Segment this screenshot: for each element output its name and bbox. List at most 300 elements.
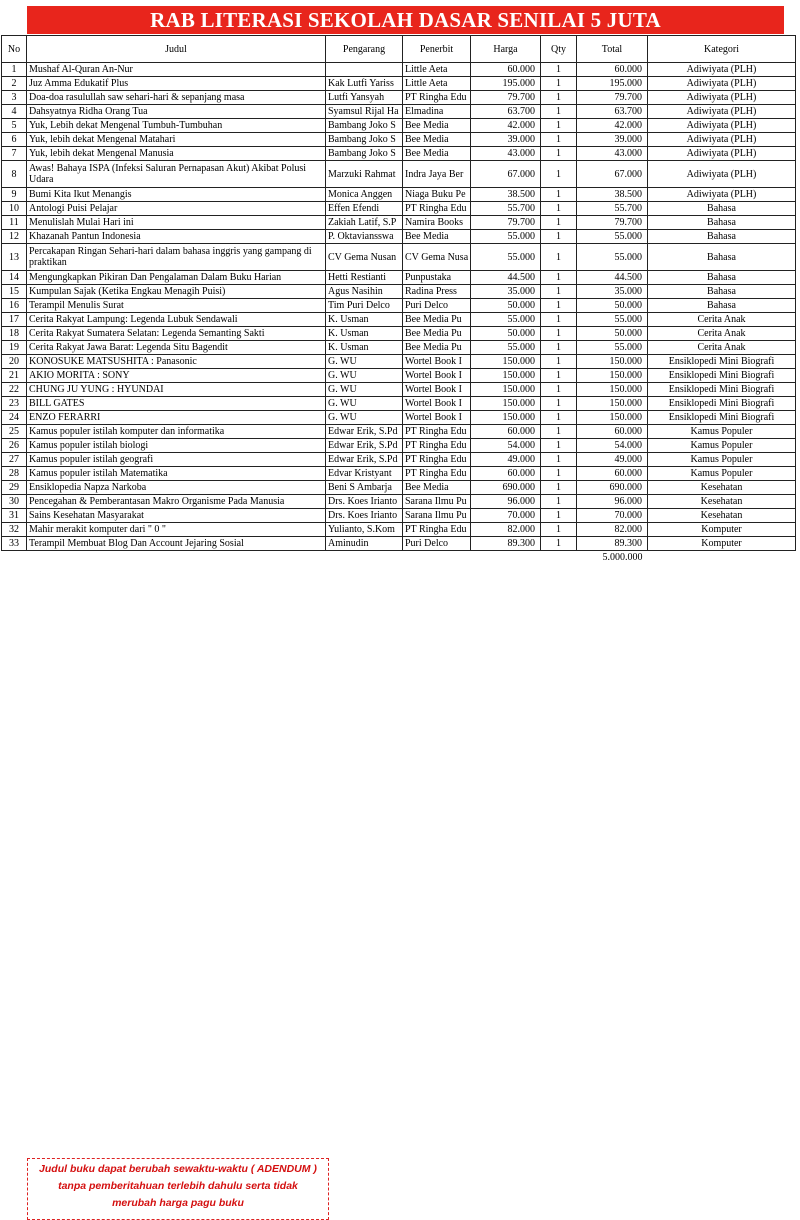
row-pengarang: Effen Efendi	[326, 202, 403, 216]
row-kategori: Kamus Populer	[648, 467, 796, 481]
row-pengarang: Edwar Erik, S.Pd	[326, 425, 403, 439]
row-qty: 1	[541, 327, 577, 341]
row-qty: 1	[541, 216, 577, 230]
col-qty: Qty	[541, 36, 577, 63]
row-pengarang: Aminudin	[326, 537, 403, 551]
row-qty: 1	[541, 230, 577, 244]
table-row	[2, 467, 796, 481]
row-pengarang: Hetti Restianti	[326, 271, 403, 285]
row-no: 18	[2, 327, 27, 341]
row-penerbit: Sarana Ilmu Pu	[403, 509, 471, 523]
row-no: 30	[2, 495, 27, 509]
row-kategori: Adiwiyata (PLH)	[648, 133, 796, 147]
row-penerbit: Bee Media	[403, 119, 471, 133]
row-judul: Yuk, lebih dekat Mengenal Manusia	[27, 147, 326, 161]
row-no: 8	[2, 161, 27, 188]
row-judul: Kamus populer istilah geografi	[27, 453, 326, 467]
col-pengarang: Pengarang	[326, 36, 403, 63]
row-judul: Ensiklopedia Napza Narkoba	[27, 481, 326, 495]
row-qty: 1	[541, 411, 577, 425]
row-judul: Terampil Menulis Surat	[27, 299, 326, 313]
row-no: 28	[2, 467, 27, 481]
row-total: 38.500	[577, 188, 648, 202]
row-penerbit: Wortel Book I	[403, 411, 471, 425]
row-harga: 79.700	[471, 216, 541, 230]
row-penerbit: PT Ringha Edu	[403, 425, 471, 439]
row-qty: 1	[541, 467, 577, 481]
table-row	[2, 425, 796, 439]
row-qty: 1	[541, 161, 577, 188]
row-judul: Pencegahan & Pemberantasan Makro Organisme Pada Manusia	[27, 495, 326, 509]
table-row	[2, 313, 796, 327]
row-harga: 55.000	[471, 244, 541, 271]
row-harga: 82.000	[471, 523, 541, 537]
grand-total-row	[2, 551, 796, 565]
table-row	[2, 481, 796, 495]
row-no: 3	[2, 91, 27, 105]
row-no: 15	[2, 285, 27, 299]
row-total: 150.000	[577, 383, 648, 397]
row-harga: 67.000	[471, 161, 541, 188]
table-row	[2, 439, 796, 453]
row-penerbit: Little Aeta	[403, 77, 471, 91]
row-total: 55.000	[577, 341, 648, 355]
row-kategori: Bahasa	[648, 216, 796, 230]
row-judul: KONOSUKE MATSUSHITA : Panasonic	[27, 355, 326, 369]
row-pengarang: Edwar Erik, S.Pd	[326, 453, 403, 467]
row-qty: 1	[541, 202, 577, 216]
row-total: 50.000	[577, 299, 648, 313]
row-judul: Menulislah Mulai Hari ini	[27, 216, 326, 230]
row-penerbit: Little Aeta	[403, 63, 471, 77]
row-harga: 44.500	[471, 271, 541, 285]
row-kategori: Ensiklopedi Mini Biografi	[648, 383, 796, 397]
row-judul: Cerita Rakyat Sumatera Selatan: Legenda Semanting Sakti	[27, 327, 326, 341]
row-penerbit: Namira Books	[403, 216, 471, 230]
row-penerbit: Wortel Book I	[403, 355, 471, 369]
row-no: 9	[2, 188, 27, 202]
table-row	[2, 509, 796, 523]
row-kategori: Bahasa	[648, 202, 796, 216]
row-total: 55.000	[577, 230, 648, 244]
row-total: 690.000	[577, 481, 648, 495]
row-judul: CHUNG JU YUNG : HYUNDAI	[27, 383, 326, 397]
row-judul: Kamus populer istilah biologi	[27, 439, 326, 453]
table-row	[2, 63, 796, 77]
row-total: 55.000	[577, 313, 648, 327]
row-harga: 60.000	[471, 425, 541, 439]
row-total: 42.000	[577, 119, 648, 133]
row-penerbit: Bee Media Pu	[403, 341, 471, 355]
row-qty: 1	[541, 537, 577, 551]
row-penerbit: Indra Jaya Ber	[403, 161, 471, 188]
row-judul: Antologi Puisi Pelajar	[27, 202, 326, 216]
row-total: 60.000	[577, 63, 648, 77]
row-judul: Sains Kesehatan Masyarakat	[27, 509, 326, 523]
row-judul: Awas! Bahaya ISPA (Infeksi Saluran Pernapasan Akut) Akibat Polusi Udara	[27, 161, 326, 188]
row-total: 79.700	[577, 91, 648, 105]
table-row	[2, 188, 796, 202]
row-total: 150.000	[577, 355, 648, 369]
row-penerbit: PT Ringha Edu	[403, 523, 471, 537]
row-qty: 1	[541, 63, 577, 77]
col-no: No	[2, 36, 27, 63]
row-penerbit: Wortel Book I	[403, 383, 471, 397]
row-total: 79.700	[577, 216, 648, 230]
row-total: 44.500	[577, 271, 648, 285]
row-kategori: Kesehatan	[648, 495, 796, 509]
row-qty: 1	[541, 91, 577, 105]
row-no: 31	[2, 509, 27, 523]
row-total: 60.000	[577, 467, 648, 481]
row-pengarang: Beni S Ambarja	[326, 481, 403, 495]
row-pengarang: G. WU	[326, 397, 403, 411]
row-harga: 50.000	[471, 299, 541, 313]
row-kategori: Adiwiyata (PLH)	[648, 161, 796, 188]
row-kategori: Kesehatan	[648, 509, 796, 523]
row-pengarang: Bambang Joko S	[326, 133, 403, 147]
row-penerbit: PT Ringha Edu	[403, 91, 471, 105]
table-row	[2, 299, 796, 313]
row-harga: 55.000	[471, 313, 541, 327]
note-line-3: merubah harga pagu buku	[112, 1197, 244, 1209]
row-qty: 1	[541, 77, 577, 91]
row-qty: 1	[541, 105, 577, 119]
row-kategori: Adiwiyata (PLH)	[648, 119, 796, 133]
row-harga: 55.000	[471, 341, 541, 355]
row-total: 150.000	[577, 369, 648, 383]
row-penerbit: Puri Delco	[403, 537, 471, 551]
row-pengarang: Yulianto, S.Kom	[326, 523, 403, 537]
row-penerbit: Bee Media	[403, 147, 471, 161]
row-penerbit: Bee Media	[403, 481, 471, 495]
row-judul: Terampil Membuat Blog Dan Account Jejaring Sosial	[27, 537, 326, 551]
row-pengarang: Drs. Koes Irianto	[326, 495, 403, 509]
row-harga: 96.000	[471, 495, 541, 509]
row-judul: Doa-doa rasulullah saw sehari-hari & sepanjang masa	[27, 91, 326, 105]
row-harga: 54.000	[471, 439, 541, 453]
col-kategori: Kategori	[648, 36, 796, 63]
row-no: 2	[2, 77, 27, 91]
table-row	[2, 523, 796, 537]
row-harga: 150.000	[471, 397, 541, 411]
row-penerbit: PT Ringha Edu	[403, 202, 471, 216]
row-harga: 39.000	[471, 133, 541, 147]
table-row	[2, 383, 796, 397]
row-no: 17	[2, 313, 27, 327]
row-penerbit: Sarana Ilmu Pu	[403, 495, 471, 509]
row-pengarang: Marzuki Rahmat	[326, 161, 403, 188]
row-qty: 1	[541, 509, 577, 523]
row-pengarang: Agus Nasihin	[326, 285, 403, 299]
row-kategori: Bahasa	[648, 285, 796, 299]
row-judul: BILL GATES	[27, 397, 326, 411]
row-kategori: Cerita Anak	[648, 313, 796, 327]
row-kategori: Adiwiyata (PLH)	[648, 91, 796, 105]
row-pengarang: Drs. Koes Irianto	[326, 509, 403, 523]
row-pengarang: Bambang Joko S	[326, 119, 403, 133]
row-harga: 49.000	[471, 453, 541, 467]
row-total: 89.300	[577, 537, 648, 551]
table-row	[2, 411, 796, 425]
row-kategori: Bahasa	[648, 230, 796, 244]
row-harga: 690.000	[471, 481, 541, 495]
table-row	[2, 453, 796, 467]
row-no: 12	[2, 230, 27, 244]
row-kategori: Ensiklopedi Mini Biografi	[648, 355, 796, 369]
table-row	[2, 91, 796, 105]
row-kategori: Adiwiyata (PLH)	[648, 105, 796, 119]
row-total: 82.000	[577, 523, 648, 537]
col-total: Total	[577, 36, 648, 63]
row-qty: 1	[541, 285, 577, 299]
row-harga: 70.000	[471, 509, 541, 523]
table-row	[2, 161, 796, 188]
row-kategori: Komputer	[648, 523, 796, 537]
row-judul: Mushaf Al-Quran An-Nur	[27, 63, 326, 77]
row-judul: Percakapan Ringan Sehari-hari dalam bahasa inggris yang gampang di praktikan	[27, 244, 326, 271]
row-no: 26	[2, 439, 27, 453]
row-pengarang: CV Gema Nusan	[326, 244, 403, 271]
row-qty: 1	[541, 299, 577, 313]
row-judul: Cerita Rakyat Jawa Barat: Legenda Situ Bagendit	[27, 341, 326, 355]
row-harga: 150.000	[471, 383, 541, 397]
row-qty: 1	[541, 453, 577, 467]
row-penerbit: Bee Media	[403, 230, 471, 244]
table-header	[2, 36, 796, 63]
row-qty: 1	[541, 439, 577, 453]
row-judul: Yuk, lebih dekat Mengenal Matahari	[27, 133, 326, 147]
row-harga: 60.000	[471, 63, 541, 77]
row-pengarang: Tim Puri Delco	[326, 299, 403, 313]
table-row	[2, 397, 796, 411]
row-judul: Mengungkapkan Pikiran Dan Pengalaman Dalam Buku Harian	[27, 271, 326, 285]
row-no: 29	[2, 481, 27, 495]
row-penerbit: Wortel Book I	[403, 397, 471, 411]
row-judul: Dahsyatnya Ridha Orang Tua	[27, 105, 326, 119]
row-qty: 1	[541, 383, 577, 397]
row-qty: 1	[541, 495, 577, 509]
table-row	[2, 147, 796, 161]
row-penerbit: PT Ringha Edu	[403, 467, 471, 481]
row-pengarang: Monica Anggen	[326, 188, 403, 202]
row-no: 1	[2, 63, 27, 77]
table-row	[2, 230, 796, 244]
row-total: 150.000	[577, 397, 648, 411]
row-penerbit: Bee Media	[403, 133, 471, 147]
row-pengarang: G. WU	[326, 369, 403, 383]
row-pengarang: K. Usman	[326, 313, 403, 327]
note-line-2: tanpa pemberitahuan terlebih dahulu serta tidak	[58, 1180, 298, 1192]
row-total: 43.000	[577, 147, 648, 161]
row-harga: 50.000	[471, 327, 541, 341]
row-harga: 79.700	[471, 91, 541, 105]
row-qty: 1	[541, 244, 577, 271]
row-kategori: Bahasa	[648, 244, 796, 271]
row-no: 32	[2, 523, 27, 537]
row-qty: 1	[541, 119, 577, 133]
row-penerbit: PT Ringha Edu	[403, 453, 471, 467]
row-kategori: Adiwiyata (PLH)	[648, 188, 796, 202]
row-judul: AKIO MORITA : SONY	[27, 369, 326, 383]
row-no: 33	[2, 537, 27, 551]
row-kategori: Kesehatan	[648, 481, 796, 495]
row-penerbit: Elmadina	[403, 105, 471, 119]
table-row	[2, 341, 796, 355]
row-total: 63.700	[577, 105, 648, 119]
row-no: 20	[2, 355, 27, 369]
row-penerbit: Bee Media Pu	[403, 327, 471, 341]
row-penerbit: CV Gema Nusa	[403, 244, 471, 271]
row-penerbit: Punpustaka	[403, 271, 471, 285]
row-total: 67.000	[577, 161, 648, 188]
col-penerbit: Penerbit	[403, 36, 471, 63]
row-qty: 1	[541, 147, 577, 161]
row-no: 7	[2, 147, 27, 161]
row-pengarang: K. Usman	[326, 341, 403, 355]
table-row	[2, 285, 796, 299]
row-pengarang	[326, 63, 403, 77]
row-penerbit: PT Ringha Edu	[403, 439, 471, 453]
table-row	[2, 105, 796, 119]
row-penerbit: Bee Media Pu	[403, 313, 471, 327]
row-judul: Mahir merakit komputer dari " 0 "	[27, 523, 326, 537]
row-kategori: Adiwiyata (PLH)	[648, 147, 796, 161]
row-pengarang: P. Oktaviansswa	[326, 230, 403, 244]
row-harga: 43.000	[471, 147, 541, 161]
row-total: 49.000	[577, 453, 648, 467]
row-judul: Kamus populer istilah komputer dan informatika	[27, 425, 326, 439]
row-total: 195.000	[577, 77, 648, 91]
row-kategori: Kamus Populer	[648, 425, 796, 439]
row-penerbit: Wortel Book I	[403, 369, 471, 383]
row-judul: Khazanah Pantun Indonesia	[27, 230, 326, 244]
row-qty: 1	[541, 397, 577, 411]
row-kategori: Ensiklopedi Mini Biografi	[648, 369, 796, 383]
row-pengarang: G. WU	[326, 411, 403, 425]
row-harga: 63.700	[471, 105, 541, 119]
table-row	[2, 133, 796, 147]
row-judul: Kamus populer istilah Matematika	[27, 467, 326, 481]
row-kategori: Cerita Anak	[648, 327, 796, 341]
table-row	[2, 77, 796, 91]
row-harga: 150.000	[471, 355, 541, 369]
row-no: 22	[2, 383, 27, 397]
row-harga: 35.000	[471, 285, 541, 299]
table-row	[2, 271, 796, 285]
row-qty: 1	[541, 341, 577, 355]
row-qty: 1	[541, 369, 577, 383]
row-qty: 1	[541, 313, 577, 327]
addendum-note	[27, 1158, 329, 1220]
row-kategori: Bahasa	[648, 271, 796, 285]
table-row	[2, 369, 796, 383]
row-judul: ENZO FERARRI	[27, 411, 326, 425]
row-harga: 55.000	[471, 230, 541, 244]
row-no: 27	[2, 453, 27, 467]
table-row	[2, 244, 796, 271]
row-total: 35.000	[577, 285, 648, 299]
table-row	[2, 537, 796, 551]
row-no: 6	[2, 133, 27, 147]
row-harga: 89.300	[471, 537, 541, 551]
grand-total: 5.000.000	[602, 552, 643, 563]
row-kategori: Kamus Populer	[648, 453, 796, 467]
row-no: 14	[2, 271, 27, 285]
row-no: 16	[2, 299, 27, 313]
row-pengarang: G. WU	[326, 383, 403, 397]
row-total: 55.700	[577, 202, 648, 216]
row-no: 25	[2, 425, 27, 439]
row-total: 70.000	[577, 509, 648, 523]
row-judul: Cerita Rakyat Lampung: Legenda Lubuk Sendawali	[27, 313, 326, 327]
row-pengarang: Edwar Erik, S.Pd	[326, 439, 403, 453]
row-kategori: Adiwiyata (PLH)	[648, 63, 796, 77]
row-qty: 1	[541, 481, 577, 495]
row-total: 54.000	[577, 439, 648, 453]
note-line-1: Judul buku dapat berubah sewaktu-waktu ( ADENDUM )	[39, 1163, 317, 1175]
table-row	[2, 355, 796, 369]
row-pengarang: Kak Lutfi Yariss	[326, 77, 403, 91]
row-qty: 1	[541, 355, 577, 369]
row-no: 4	[2, 105, 27, 119]
row-total: 60.000	[577, 425, 648, 439]
row-total: 50.000	[577, 327, 648, 341]
row-qty: 1	[541, 425, 577, 439]
row-kategori: Kamus Populer	[648, 439, 796, 453]
row-kategori: Ensiklopedi Mini Biografi	[648, 411, 796, 425]
row-judul: Yuk, Lebih dekat Mengenal Tumbuh-Tumbuhan	[27, 119, 326, 133]
row-harga: 150.000	[471, 369, 541, 383]
row-no: 23	[2, 397, 27, 411]
table-row	[2, 119, 796, 133]
row-pengarang: Syamsul Rijal Ha	[326, 105, 403, 119]
row-total: 55.000	[577, 244, 648, 271]
row-qty: 1	[541, 523, 577, 537]
row-no: 11	[2, 216, 27, 230]
row-harga: 150.000	[471, 411, 541, 425]
row-no: 5	[2, 119, 27, 133]
row-kategori: Ensiklopedi Mini Biografi	[648, 397, 796, 411]
table-row	[2, 216, 796, 230]
row-pengarang: Zakiah Latif, S.P	[326, 216, 403, 230]
row-total: 39.000	[577, 133, 648, 147]
row-total: 96.000	[577, 495, 648, 509]
row-no: 10	[2, 202, 27, 216]
row-pengarang: Bambang Joko S	[326, 147, 403, 161]
row-harga: 60.000	[471, 467, 541, 481]
page-title: RAB LITERASI SEKOLAH DASAR SENILAI 5 JUTA	[27, 6, 784, 34]
table-row	[2, 327, 796, 341]
row-kategori: Komputer	[648, 537, 796, 551]
row-harga: 38.500	[471, 188, 541, 202]
row-judul: Kumpulan Sajak (Ketika Engkau Menagih Puisi)	[27, 285, 326, 299]
row-no: 19	[2, 341, 27, 355]
row-no: 24	[2, 411, 27, 425]
row-pengarang: Lutfi Yansyah	[326, 91, 403, 105]
row-kategori: Bahasa	[648, 299, 796, 313]
row-kategori: Adiwiyata (PLH)	[648, 77, 796, 91]
row-qty: 1	[541, 271, 577, 285]
row-pengarang: Edvar Kristyant	[326, 467, 403, 481]
row-harga: 42.000	[471, 119, 541, 133]
row-kategori: Cerita Anak	[648, 341, 796, 355]
row-judul: Bumi Kita Ikut Menangis	[27, 188, 326, 202]
row-penerbit: Radina Press	[403, 285, 471, 299]
col-harga: Harga	[471, 36, 541, 63]
row-judul: Juz Amma Edukatif Plus	[27, 77, 326, 91]
row-no: 21	[2, 369, 27, 383]
